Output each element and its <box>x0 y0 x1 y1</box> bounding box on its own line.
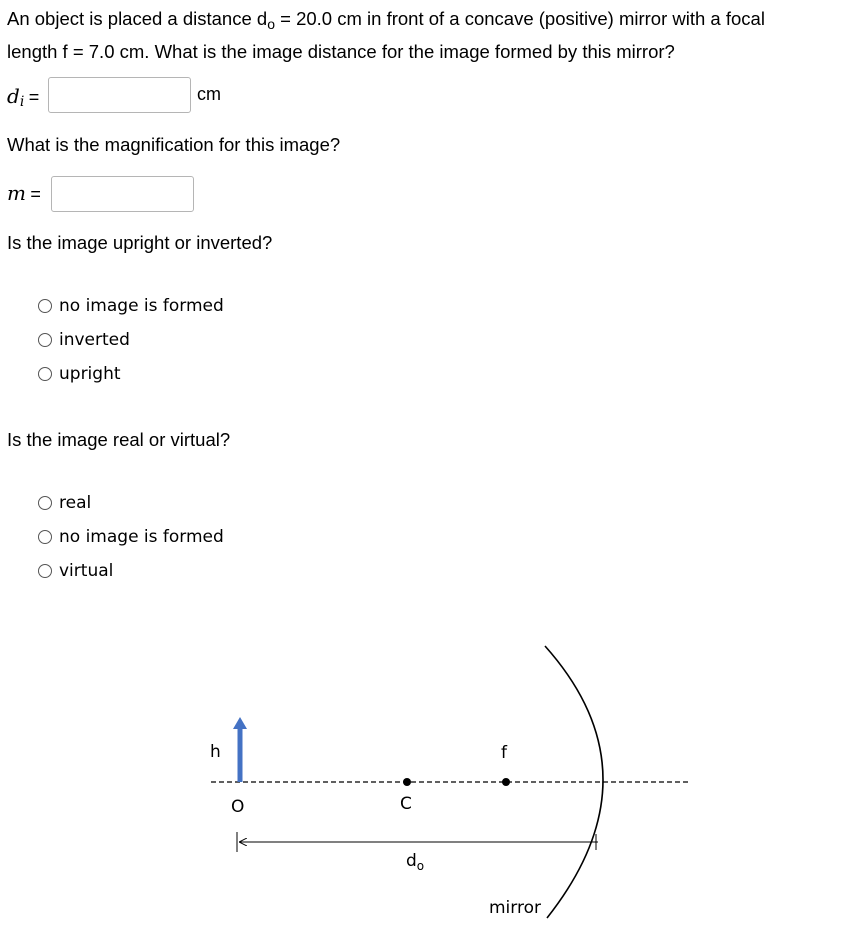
object-arrow-head <box>233 717 247 729</box>
object-distance-label: $d_o$ <box>406 851 425 873</box>
di-equals: = <box>28 87 40 107</box>
option-label: inverted <box>59 330 130 350</box>
question-subscript: o <box>267 16 275 32</box>
option-label: no image is formed <box>59 296 224 316</box>
option-label: real <box>59 493 92 513</box>
di-unit: cm <box>197 84 221 104</box>
di-subscript: i <box>19 94 25 110</box>
option-label: virtual <box>59 561 114 581</box>
mirror-label: mirror <box>489 898 541 918</box>
center-label: C <box>400 794 412 814</box>
focal-point <box>502 778 510 786</box>
option-label: upright <box>59 364 121 384</box>
focal-label: f <box>501 743 507 763</box>
height-label: h <box>210 742 221 762</box>
m-variable: m <box>7 181 26 205</box>
question-text-part2: = 20.0 cm in front of a concave (positive) mirror with a focal <box>275 8 765 29</box>
m-equals: = <box>30 184 41 204</box>
question-magnification: What is the magnification for this image? <box>7 134 341 155</box>
question-image-type: Is the image real or virtual? <box>7 429 231 450</box>
question-text-part1: An object is placed a distance d <box>7 8 268 29</box>
question-text-line2: length f = 7.0 cm. What is the image distance for the image formed by this mirror? <box>7 41 675 62</box>
center-of-curvature-point <box>403 778 411 786</box>
question-orientation: Is the image upright or inverted? <box>7 232 273 253</box>
object-label: O <box>231 797 245 817</box>
di-variable: d <box>7 84 20 108</box>
option-label: no image is formed <box>59 527 224 547</box>
